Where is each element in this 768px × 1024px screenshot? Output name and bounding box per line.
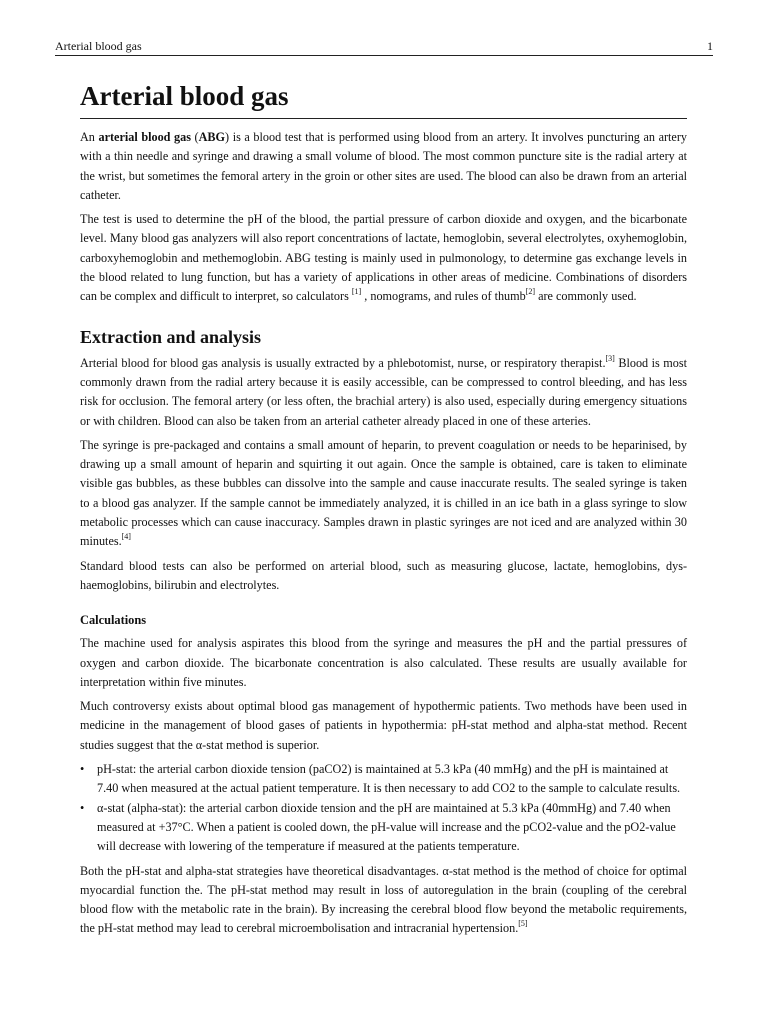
section-paragraph-1 <box>80 354 687 431</box>
text-run: The syringe is pre-packaged and contains a small amount of heparin, to prevent coagulation or needs to be heparinised, by drawing up a small amount of heparin and squirting it out again. Once the sample is obtained, care is taken to eliminate visible gas bubbles, as these bubbles can dissolve into the sample and cause inaccurate results. The sealed syringe is taken to a blood gas analyzer. If the sample cannot be immediately analyzed, it is chilled in an ice bath in a glass syringe to slow metabolic processes which can cause inaccuracy. Samples drawn in plastic syringes are not iced and are analyzed within 30 minutes. <box>80 437 687 549</box>
bold-term: arterial blood gas <box>98 130 191 144</box>
subsection-heading: Calculations <box>80 613 147 628</box>
article-body <box>80 78 687 944</box>
article-title: Arterial blood gas <box>80 78 687 119</box>
reference-link[interactable]: [4] <box>121 532 131 542</box>
intro-paragraph-2 <box>80 210 687 306</box>
text-run: Arterial blood for blood gas analysis is usually extracted by a phlebotomist, nurse, or respiratory therapist. <box>80 355 606 370</box>
section-paragraph-3: Standard blood tests can also be performed on arterial blood, such as measuring glucose, lactate, hemoglobins, dys-haemoglobins, bilirubin and electrolytes. <box>80 558 687 592</box>
text-run: An <box>80 130 99 144</box>
text-run: ( <box>190 130 199 144</box>
page-number: 1 <box>707 39 713 53</box>
reference-link[interactable]: [2] <box>525 287 536 297</box>
bullet-list <box>80 760 687 856</box>
section-heading: Extraction and analysis <box>80 326 262 347</box>
subsection-paragraph-2: Much controversy exists about optimal blood gas management of hypothermic patients. Two methods have been used in medicine in the management of blood gases of patients in hypothermia: pH-stat method and alpha-stat method. Recent studies suggest that the α-stat method is superior. <box>80 699 687 752</box>
text-run: Blood is most commonly drawn from the radial artery because it is easily accessible, can be compressed to control bleeding, and has less risk for occlusion. The femoral artery (or less often, the brachial artery) is also used, especially during emergency situations or with children. Blood can also be taken from an arterial catheter already placed in one of these arteries. <box>80 355 687 428</box>
section-paragraph-2 <box>80 436 687 552</box>
text-run: , nomograms, and rules of thumb <box>361 289 526 304</box>
bullet-icon: • <box>80 800 85 815</box>
reference-link[interactable]: [1] <box>351 287 362 297</box>
text-run: The test is used to determine the pH of the blood, the partial pressure of carbon dioxide and oxygen, and the bicarbonate level. Many blood gas analyzers will also report concentrations of lactate, hemoglobin, several electrolytes, oxyhemoglobin, carboxyhemoglobin and methemoglobin. ABG testing is mainly used in pulmonology, to determine gas exchange levels in the blood related to lung function, but has a variety of applications in other areas of medicine. Combinations of disorders can be complex and difficult to interpret, so calculators <box>80 212 687 304</box>
list-item-text: α-stat (alpha-stat): the arterial carbon dioxide tension and the pH are maintained at 5.3 kPa (40mmHg) and 7.40 when measured at +37°C. When a patient is cooled down, the pH-value will increase and the pCO2-value and the pO2-value will decrease with lowering of the temperature if measured at the patients temperature. <box>97 800 676 854</box>
reference-link[interactable]: [5] <box>518 919 528 929</box>
text-run: Both the pH-stat and alpha-stat strategies have theoretical disadvantages. α-stat method is the method of choice for optimal myocardial function the. The pH-stat method may result in loss of autoregulation in the brain (coupling of the cerebral blood flow with the metabolic rate in the brain). By increasing the cerebral blood flow beyond the metabolic requirements, the pH-stat method may lead to cerebral microembolisation and intracranial hypertension. <box>80 863 687 936</box>
intro-paragraph-1 <box>80 128 687 205</box>
reference-link[interactable]: [3] <box>605 353 615 363</box>
list-item-text: pH-stat: the arterial carbon dioxide tension (paCO2) is maintained at 5.3 kPa (40 mmHg) and the pH is maintained at 7.40 when measured at the actual patient temperature. It is then necessary to add CO2 to the sample to calculate results. <box>97 762 681 796</box>
text-run: ) is a blood test that is performed using blood from an artery. It involves puncturing an artery with a thin needle and syringe and drawing a small volume of blood. The most common puncture site is the radial artery at the wrist, but sometimes the femoral artery in the groin or other sites are used. The blood can also be drawn from an arterial catheter. <box>80 130 687 202</box>
list-item <box>80 799 687 857</box>
subsection-paragraph-1: The machine used for analysis aspirates this blood from the syringe and measures the pH and the partial pressures of oxygen and carbon dioxide. The bicarbonate concentration is also calculated. These results are usually available for interpretation within five minutes. <box>80 636 687 689</box>
running-title: Arterial blood gas <box>55 39 142 53</box>
bullet-icon: • <box>80 762 85 777</box>
bold-abbreviation: ABG <box>198 130 226 144</box>
list-item <box>80 760 687 799</box>
running-header <box>55 38 713 56</box>
subsection-paragraph-3 <box>80 862 687 939</box>
text-run: are commonly used. <box>535 289 637 304</box>
